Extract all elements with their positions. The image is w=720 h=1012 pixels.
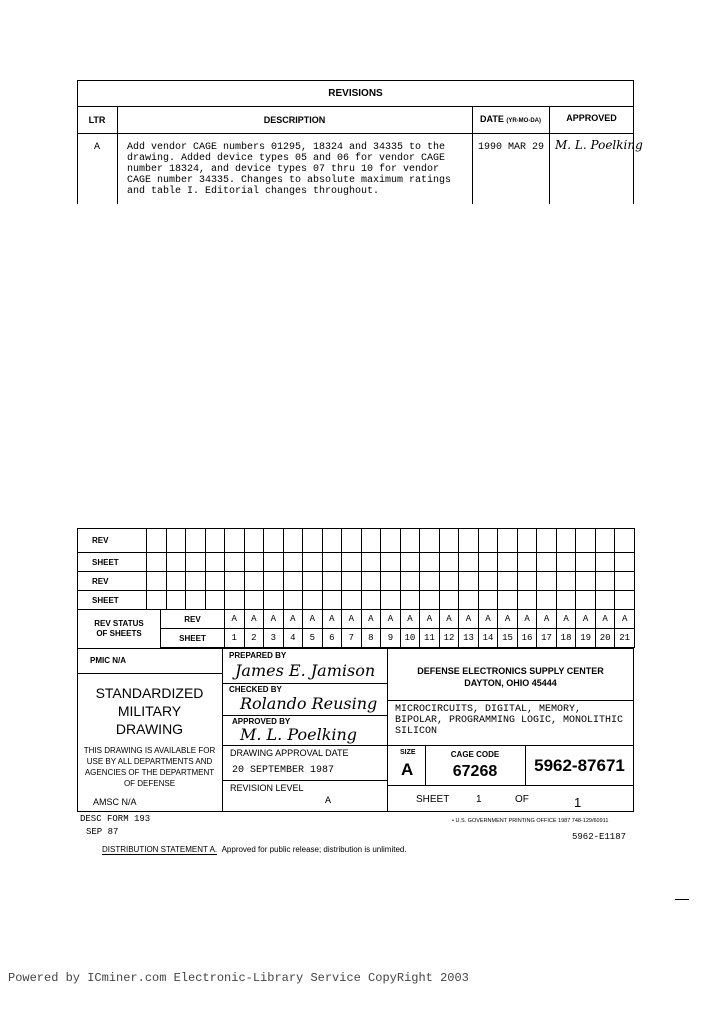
sheet-number-cell: 14 bbox=[478, 628, 499, 648]
revisions-title: REVISIONS bbox=[328, 88, 383, 99]
grid-cell bbox=[166, 590, 187, 610]
grid-cell bbox=[458, 528, 479, 553]
grid-cell bbox=[556, 590, 577, 610]
form-code: 5962-E1187 bbox=[572, 832, 627, 842]
grid-cell bbox=[224, 552, 245, 572]
sheet-rev-cell: A bbox=[400, 609, 421, 629]
grid-cell bbox=[556, 552, 577, 572]
grid-cell bbox=[595, 571, 616, 591]
sheet-number-cell: 2 bbox=[244, 628, 265, 648]
sheet-rev-cell: A bbox=[536, 609, 557, 629]
grid-cell bbox=[166, 571, 187, 591]
sheet-number: 1 bbox=[476, 794, 482, 805]
grid-cell bbox=[185, 590, 206, 610]
sheet-rev-cell: A bbox=[380, 609, 401, 629]
sheet-number-cell: 18 bbox=[556, 628, 577, 648]
approved-signature: M. L. Poelking bbox=[240, 725, 358, 744]
sheet-label: SHEET bbox=[416, 794, 450, 805]
grid-cell bbox=[166, 552, 187, 572]
grid-cell bbox=[322, 552, 343, 572]
sheet-number-cell: 16 bbox=[517, 628, 538, 648]
col-description: DESCRIPTION bbox=[263, 115, 326, 125]
grid-cell bbox=[536, 528, 557, 553]
grid-cell bbox=[263, 590, 284, 610]
grid-cell bbox=[458, 590, 479, 610]
grid-row-label: REV bbox=[77, 571, 147, 591]
grid-cell bbox=[439, 590, 460, 610]
sheet-number-cell: 5 bbox=[302, 628, 323, 648]
grid-cell bbox=[361, 552, 382, 572]
col-ltr: LTR bbox=[88, 115, 106, 125]
grid-cell bbox=[575, 571, 596, 591]
rev-description: Add vendor CAGE numbers 01295, 18324 and 34335 to the drawing. Added device types 05 and 06 for vendor CAGE number 18324, and device types 07 thru 10 for vendor CAGE number 34335. Changes to absolute maximum ratings and table I. Editorial changes throughout. bbox=[127, 142, 452, 197]
grid-cell bbox=[146, 552, 167, 572]
grid-cell bbox=[322, 571, 343, 591]
grid-cell bbox=[224, 571, 245, 591]
grid-cell bbox=[439, 528, 460, 553]
grid-cell bbox=[536, 590, 557, 610]
rev-ltr: A bbox=[93, 142, 100, 153]
grid-cell bbox=[146, 590, 167, 610]
sheet-rev-cell: A bbox=[419, 609, 440, 629]
distribution-statement: DISTRIBUTION STATEMENT A. Approved for public release; distribution is unlimited. bbox=[102, 845, 407, 854]
of-label: OF bbox=[515, 794, 529, 805]
grid-cell bbox=[283, 528, 304, 553]
grid-cell bbox=[458, 571, 479, 591]
grid-cell bbox=[497, 571, 518, 591]
sheet-number-cell: 10 bbox=[400, 628, 421, 648]
sheet-number-cell: 21 bbox=[614, 628, 635, 648]
rev-date: 1990 MAR 29 bbox=[478, 142, 545, 153]
rev-status-row-label: REV bbox=[160, 609, 225, 629]
grid-cell bbox=[146, 528, 167, 553]
prepared-label: PREPARED BY bbox=[229, 651, 287, 660]
sheet-rev-cell: A bbox=[497, 609, 518, 629]
grid-cell bbox=[400, 590, 421, 610]
grid-cell bbox=[419, 590, 440, 610]
grid-cell bbox=[595, 590, 616, 610]
grid-cell bbox=[497, 590, 518, 610]
sheet-number-cell: 20 bbox=[595, 628, 616, 648]
grid-cell bbox=[244, 571, 265, 591]
prepared-signature: James E. Jamison bbox=[235, 661, 376, 680]
sheet-rev-cell: A bbox=[556, 609, 577, 629]
grid-cell bbox=[361, 571, 382, 591]
grid-cell bbox=[185, 571, 206, 591]
grid-cell bbox=[536, 571, 557, 591]
grid-cell bbox=[341, 552, 362, 572]
sheet-rev-cell: A bbox=[478, 609, 499, 629]
std-title: STANDARDIZED MILITARY DRAWING bbox=[95, 685, 204, 737]
grid-cell bbox=[185, 528, 206, 553]
grid-row-label: SHEET bbox=[77, 552, 147, 572]
grid-cell bbox=[341, 528, 362, 553]
grid-cell bbox=[302, 590, 323, 610]
grid-cell bbox=[361, 528, 382, 553]
grid-cell bbox=[575, 552, 596, 572]
sheet-rev-cell: A bbox=[283, 609, 304, 629]
grid-cell bbox=[478, 571, 499, 591]
grid-cell bbox=[224, 528, 245, 553]
sheet-number-cell: 1 bbox=[224, 628, 245, 648]
grid-cell bbox=[283, 571, 304, 591]
grid-cell bbox=[302, 528, 323, 553]
grid-cell bbox=[263, 528, 284, 553]
col-approved: APPROVED bbox=[566, 113, 617, 123]
sheet-number-cell: 3 bbox=[263, 628, 284, 648]
pmic: PMIC N/A bbox=[90, 656, 126, 665]
sheet-number-cell: 19 bbox=[575, 628, 596, 648]
grid-row-label: SHEET bbox=[77, 590, 147, 610]
checked-signature: Rolando Reusing bbox=[240, 694, 378, 713]
grid-cell bbox=[380, 590, 401, 610]
grid-cell bbox=[380, 528, 401, 553]
powered-by-footer: Powered by ICminer.com Electronic-Library Service CopyRight 2003 bbox=[8, 971, 469, 985]
grid-cell bbox=[556, 528, 577, 553]
grid-cell bbox=[517, 590, 538, 610]
grid-cell bbox=[614, 590, 635, 610]
total-sheets: 1 bbox=[574, 795, 582, 810]
sheet-rev-cell: A bbox=[361, 609, 382, 629]
grid-cell bbox=[478, 590, 499, 610]
sheet-rev-cell: A bbox=[595, 609, 616, 629]
grid-cell bbox=[400, 552, 421, 572]
grid-cell bbox=[614, 552, 635, 572]
size-label: SIZE bbox=[400, 749, 416, 756]
grid-cell bbox=[517, 528, 538, 553]
grid-cell bbox=[575, 528, 596, 553]
grid-cell bbox=[556, 571, 577, 591]
grid-cell bbox=[400, 571, 421, 591]
sheet-number-cell: 8 bbox=[361, 628, 382, 648]
sheet-rev-cell: A bbox=[244, 609, 265, 629]
grid-cell bbox=[263, 552, 284, 572]
grid-cell bbox=[244, 552, 265, 572]
sheet-rev-cell: A bbox=[458, 609, 479, 629]
grid-cell bbox=[497, 528, 518, 553]
grid-cell bbox=[283, 552, 304, 572]
sheet-number-cell: 11 bbox=[419, 628, 440, 648]
grid-cell bbox=[614, 571, 635, 591]
grid-cell bbox=[205, 528, 226, 553]
grid-cell bbox=[341, 590, 362, 610]
grid-cell bbox=[595, 552, 616, 572]
sheet-rev-cell: A bbox=[517, 609, 538, 629]
grid-cell bbox=[439, 552, 460, 572]
revision-level: A bbox=[325, 796, 332, 807]
checked-label: CHECKED BY bbox=[229, 685, 282, 694]
sheet-number-cell: 17 bbox=[536, 628, 557, 648]
sheet-rev-cell: A bbox=[224, 609, 245, 629]
grid-cell bbox=[244, 528, 265, 553]
gpo-note: • U.S. GOVERNMENT PRINTING OFFICE 1987 748-129/60911 bbox=[452, 818, 609, 824]
grid-cell bbox=[419, 571, 440, 591]
sheet-rev-cell: A bbox=[614, 609, 635, 629]
sheet-rev-cell: A bbox=[302, 609, 323, 629]
sheet-number-cell: 15 bbox=[497, 628, 518, 648]
sheet-rev-cell: A bbox=[575, 609, 596, 629]
sheet-number-cell: 13 bbox=[458, 628, 479, 648]
grid-cell bbox=[517, 571, 538, 591]
grid-cell bbox=[517, 552, 538, 572]
drawing-number: 5962-87671 bbox=[534, 756, 625, 775]
sheet-number-cell: 4 bbox=[283, 628, 304, 648]
grid-cell bbox=[322, 590, 343, 610]
grid-cell bbox=[478, 528, 499, 553]
form-number: DESC FORM 193 bbox=[80, 814, 151, 824]
grid-cell bbox=[322, 528, 343, 553]
size-value: A bbox=[401, 760, 414, 779]
sheet-number-cell: 9 bbox=[380, 628, 401, 648]
grid-cell bbox=[380, 571, 401, 591]
sheet-rev-cell: A bbox=[322, 609, 343, 629]
grid-cell bbox=[283, 590, 304, 610]
grid-cell bbox=[205, 590, 226, 610]
drawing-title: MICROCIRCUITS, DIGITAL, MEMORY, BIPOLAR, PROGRAMMING LOGIC, MONOLITHIC SILICON bbox=[395, 704, 624, 737]
grid-cell bbox=[244, 590, 265, 610]
grid-cell bbox=[536, 552, 557, 572]
grid-cell bbox=[419, 552, 440, 572]
grid-cell bbox=[361, 590, 382, 610]
approval-date-label: DRAWING APPROVAL DATE bbox=[230, 748, 349, 758]
grid-cell bbox=[478, 552, 499, 572]
grid-cell bbox=[341, 571, 362, 591]
cage-code: 67268 bbox=[452, 763, 498, 780]
sheet-rev-cell: A bbox=[439, 609, 460, 629]
grid-cell bbox=[419, 528, 440, 553]
sheet-rev-cell: A bbox=[341, 609, 362, 629]
grid-cell bbox=[380, 552, 401, 572]
revision-level-label: REVISION LEVEL bbox=[230, 783, 304, 793]
grid-cell bbox=[439, 571, 460, 591]
approval-date: 20 SEPTEMBER 1987 bbox=[232, 765, 335, 776]
grid-cell bbox=[614, 528, 635, 553]
approved-label: APPROVED BY bbox=[232, 717, 291, 726]
sheet-number-cell: 12 bbox=[439, 628, 460, 648]
grid-cell bbox=[575, 590, 596, 610]
rev-status-label: REV STATUS OF SHEETS bbox=[77, 609, 161, 649]
grid-row-label: REV bbox=[77, 528, 147, 553]
grid-cell bbox=[205, 552, 226, 572]
amsc: AMSC N/A bbox=[93, 797, 137, 807]
grid-cell bbox=[205, 571, 226, 591]
sheet-number-cell: 6 bbox=[322, 628, 343, 648]
rev-status-row-label: SHEET bbox=[160, 628, 225, 648]
cage-label: CAGE CODE bbox=[450, 750, 500, 759]
grid-cell bbox=[146, 571, 167, 591]
sheet-number-cell: 7 bbox=[341, 628, 362, 648]
col-date: DATE (YR-MO-DA) bbox=[479, 114, 542, 124]
grid-cell bbox=[400, 528, 421, 553]
grid-cell bbox=[595, 528, 616, 553]
grid-cell bbox=[497, 552, 518, 572]
grid-cell bbox=[458, 552, 479, 572]
availability-note: THIS DRAWING IS AVAILABLE FOR USE BY ALL DEPARTMENTS AND AGENCIES OF THE DEPARTMENT OF DEFENSE bbox=[83, 746, 216, 788]
agency-name: DEFENSE ELECTRONICS SUPPLY CENTER bbox=[417, 666, 604, 676]
sheet-rev-cell: A bbox=[263, 609, 284, 629]
grid-cell bbox=[263, 571, 284, 591]
form-date: SEP 87 bbox=[86, 827, 119, 837]
agency-address: DAYTON, OHIO 45444 bbox=[464, 678, 557, 688]
grid-cell bbox=[302, 552, 323, 572]
rev-approved-signature: M. L. Poelking bbox=[555, 138, 643, 152]
grid-cell bbox=[166, 528, 187, 553]
grid-cell bbox=[224, 590, 245, 610]
grid-cell bbox=[302, 571, 323, 591]
grid-cell bbox=[185, 552, 206, 572]
